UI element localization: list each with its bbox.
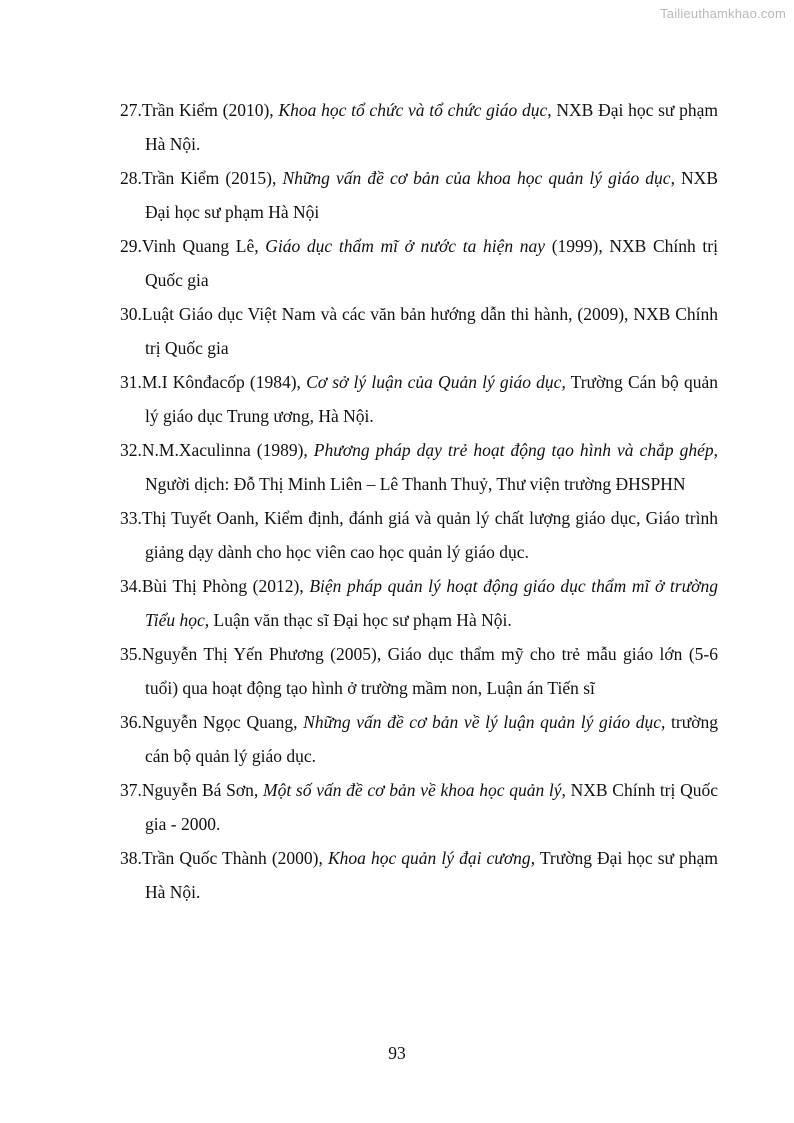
reference-text: Thị Tuyết Oanh, Kiểm định, đánh giá và quản lý chất lượng giáo dục, Giáo trình giảng dạy dành cho học viên cao học quản lý giáo dục. — [141, 508, 718, 562]
reference-title: Cơ sở lý luận của Quản lý giáo dục — [306, 372, 562, 392]
reference-details: (1999), NXB Chính trị Quốc gia — [145, 236, 718, 290]
reference-title: Khoa học tổ chức và tổ chức giáo dục — [278, 100, 548, 120]
page-number: 93 — [388, 1043, 406, 1063]
reference-item — [120, 773, 718, 841]
reference-details: , NXB Đại học sư phạm Hà Nội — [145, 168, 718, 222]
reference-number: 36. — [120, 712, 142, 732]
reference-number: 27. — [120, 100, 142, 120]
reference-text: Nguyễn Ngọc Quang, — [141, 712, 304, 732]
reference-item — [120, 93, 718, 161]
reference-number: 33. — [120, 508, 142, 528]
reference-title: Những vấn đề cơ bản về lý luận quản lý giáo dục — [303, 712, 662, 732]
reference-text: N.M.Xaculinna (1989), — [141, 440, 314, 460]
reference-details: , NXB Chính trị Quốc gia - 2000. — [145, 780, 718, 834]
reference-number: 31. — [120, 372, 142, 392]
reference-item — [120, 161, 718, 229]
reference-text: Trần Kiểm (2015), — [141, 168, 283, 188]
reference-details: , Người dịch: Đỗ Thị Minh Liên – Lê Thanh Thuỷ, Thư viện trường ĐHSPHN — [145, 440, 718, 494]
reference-text: Nguyễn Bá Sơn, — [141, 780, 263, 800]
reference-number: 38. — [120, 848, 142, 868]
reference-title: Một số vấn đề cơ bản về khoa học quản lý — [263, 780, 562, 800]
reference-details: , Luận văn thạc sĩ Đại học sư phạm Hà Nội. — [204, 610, 512, 630]
reference-title: Những vấn đề cơ bản của khoa học quản lý giáo dục — [282, 168, 671, 188]
reference-item — [120, 229, 718, 297]
reference-item — [120, 501, 718, 569]
reference-number: 35. — [120, 644, 142, 664]
reference-text: Luật Giáo dục Việt Nam và các văn bản hướng dẫn thi hành, (2009), NXB Chính trị Quốc gia — [141, 304, 718, 358]
reference-number: 30. — [120, 304, 142, 324]
reference-number: 28. — [120, 168, 142, 188]
reference-details: , Trường Đại học sư phạm Hà Nội. — [145, 848, 718, 902]
reference-number: 34. — [120, 576, 142, 596]
reference-text: Trần Kiểm (2010), — [141, 100, 279, 120]
reference-title: Khoa học quản lý đại cương — [327, 848, 531, 868]
reference-details: , Trường Cán bộ quản lý giáo dục Trung ương, Hà Nội. — [145, 372, 718, 426]
reference-details: , NXB Đại học sư phạm Hà Nội. — [145, 100, 718, 154]
reference-number: 32. — [120, 440, 142, 460]
reference-item — [120, 841, 718, 909]
reference-text: M.I Kônđacốp (1984), — [141, 372, 307, 392]
reference-item — [120, 433, 718, 501]
reference-title: Giáo dục thẩm mĩ ở nước ta hiện nay — [265, 236, 546, 256]
reference-item — [120, 569, 718, 637]
reference-text: Bùi Thị Phòng (2012), — [141, 576, 310, 596]
reference-number: 29. — [120, 236, 142, 256]
reference-text: Vinh Quang Lê, — [141, 236, 266, 256]
reference-item — [120, 637, 718, 705]
reference-text: Trần Quốc Thành (2000), — [141, 848, 328, 868]
reference-text: Nguyễn Thị Yến Phương (2005), Giáo dục thẩm mỹ cho trẻ mẫu giáo lớn (5-6 tuổi) qua hoạt động tạo hình ở trường mầm non, Luận án Tiến sĩ — [141, 644, 718, 698]
reference-title: Biện pháp quản lý hoạt động giáo dục thẩm mĩ ở trường Tiểu học — [145, 576, 718, 630]
watermark: Tailieuthamkhao.com — [660, 6, 786, 21]
reference-item — [120, 705, 718, 773]
reference-item — [120, 365, 718, 433]
reference-list — [120, 93, 718, 909]
reference-number: 37. — [120, 780, 142, 800]
reference-item — [120, 297, 718, 365]
reference-title: Phương pháp dạy trẻ hoạt động tạo hình và chắp ghép — [313, 440, 714, 460]
reference-details: , trường cán bộ quản lý giáo dục. — [145, 712, 718, 766]
